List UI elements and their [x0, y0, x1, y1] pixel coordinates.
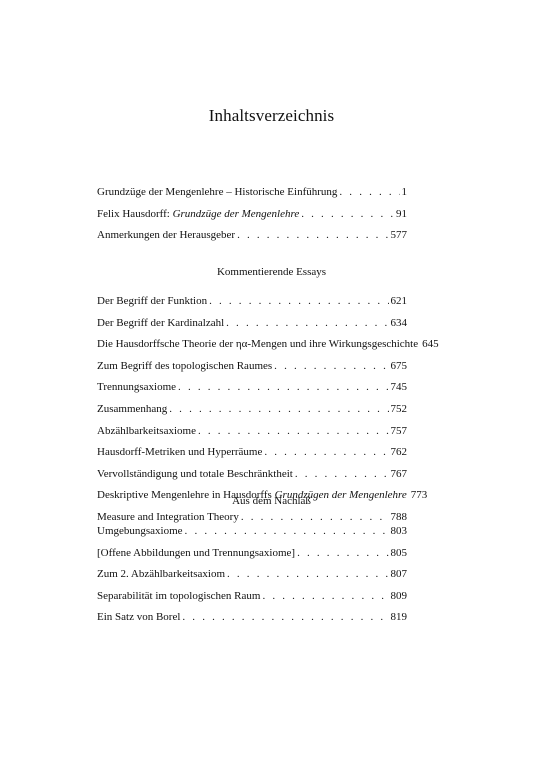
toc-entry [97, 186, 407, 208]
dot-leader [227, 568, 389, 580]
toc-entry-title-prefix: Deskriptive Mengenlehre in Hausdorffs [97, 489, 275, 502]
toc-entry-title-text: Abzählbarkeitsaxiome [97, 424, 196, 437]
toc-entry [97, 403, 407, 425]
dot-leader [185, 525, 389, 537]
toc-entry [97, 338, 439, 360]
toc-entry-title [97, 611, 180, 623]
toc-entry-title-text: Zum 2. Abzählbarkeitsaxiom [97, 568, 225, 581]
toc-entry-title-text: Hausdorff-Metriken und Hyperräume [97, 446, 263, 459]
toc-entry [97, 525, 407, 547]
toc-entry-title [97, 381, 176, 393]
toc-entry-title [97, 208, 299, 220]
dot-leader [241, 511, 389, 523]
toc-entry-title-italic: Grundzügen der Mengenlehre [274, 489, 407, 502]
toc-entry [97, 446, 407, 468]
dot-leader [226, 317, 388, 329]
toc-entry-page: 809 [390, 589, 407, 602]
toc-entry-title-text: Zum Begriff des topologischen Raumes [97, 359, 273, 372]
toc-entry-title-text: Umgebungsaxiome [97, 525, 183, 537]
toc-entry-page: 762 [390, 446, 407, 459]
dot-leader [339, 186, 399, 198]
dot-leader [237, 229, 388, 241]
toc-entry-page: 752 [390, 402, 407, 415]
toc-entry-title-text: Trennungsaxiome [97, 381, 177, 394]
toc-entry-title [97, 229, 235, 241]
dot-leader [297, 547, 388, 559]
toc-entry-title [97, 295, 207, 307]
toc-entry [97, 568, 407, 590]
toc-entry-title [97, 525, 183, 537]
section-heading-essays: Kommentierende Essays [216, 266, 327, 278]
toc-entry [97, 317, 407, 339]
toc-entry [97, 590, 407, 612]
toc-entry [97, 229, 407, 251]
page-title: Inhaltsverzeichnis [208, 106, 335, 125]
toc-entry-title-text: Anmerkungen der Herausgeber [97, 229, 236, 242]
toc-entry-title-text: Vervollständigung und totale Beschränktheit [97, 467, 293, 480]
dot-leader [262, 590, 388, 602]
dot-leader [169, 403, 388, 415]
dot-leader [264, 446, 388, 458]
toc-entry-title [97, 425, 196, 437]
toc-entry [97, 208, 407, 230]
toc-entry-page: 91 [396, 207, 407, 220]
toc-entry-title [97, 446, 262, 458]
dot-leader [295, 468, 389, 480]
toc-entry-title-text: Grundzüge der Mengenlehre – Historische Einführung [97, 186, 338, 198]
dot-leader [209, 295, 388, 307]
toc-entry-title-text: Die Hausdorffsche Theorie der ηα-Mengen und ihre Wirkungsgeschichte [97, 338, 419, 351]
toc-entry-page: 805 [390, 546, 407, 559]
toc-entry-page: 1 [401, 186, 407, 198]
toc-entry-title-prefix: Felix Hausdorff: [97, 207, 173, 220]
toc-entry-page: 645 [422, 338, 439, 351]
toc-entry-page: 773 [410, 489, 428, 502]
toc-entry-title-text: Separabilität im topologischen Raum [97, 589, 261, 602]
toc-entry-title-text: Zusammenhang [97, 402, 168, 415]
toc-entry-title [97, 511, 239, 523]
toc-entry-title [97, 403, 167, 415]
dot-leader [198, 425, 389, 437]
section-heading-nachlass: Aus dem Nachlaß [232, 495, 311, 507]
toc-entry-title-text: Measure and Integration Theory [97, 510, 239, 523]
dot-leader [182, 611, 388, 623]
toc-entry [97, 425, 407, 447]
toc-entry-title [97, 468, 293, 480]
toc-entry-title-text: Der Begriff der Funktion [97, 295, 208, 307]
toc-nachlass-list [97, 525, 407, 633]
toc-entry-title-text: [Offene Abbildungen und Trennungsaxiome] [97, 546, 296, 559]
toc-entry-page: 675 [390, 359, 407, 372]
dot-leader [274, 360, 388, 372]
toc-entry-page: 634 [390, 316, 407, 329]
toc-entry-title [97, 360, 272, 372]
toc-entry-title [97, 547, 295, 559]
toc-entry [97, 295, 407, 317]
toc-entry [97, 360, 407, 382]
toc-entry-page: 807 [390, 568, 407, 581]
toc-entry-title-text: Ein Satz von Borel [97, 611, 181, 624]
dot-leader [301, 208, 394, 220]
toc-entry-title-text: Der Begriff der Kardinalzahl [97, 316, 225, 329]
toc-entry-page: 788 [390, 510, 407, 523]
toc-entry [97, 381, 407, 403]
toc-entry-title-italic: Grundzüge der Mengenlehre [172, 207, 300, 220]
toc-entry-page: 621 [390, 295, 407, 307]
toc-front-list [97, 186, 407, 251]
toc-entry [97, 468, 407, 490]
dot-leader [178, 381, 388, 393]
toc-entry-title [97, 317, 224, 329]
toc-entry-title [97, 186, 337, 198]
toc-entry-page: 745 [390, 381, 407, 394]
toc-entry-page: 757 [390, 424, 407, 437]
toc-entry [97, 611, 407, 633]
toc-entry-page: 767 [390, 467, 407, 480]
toc-entry-page: 803 [390, 525, 407, 537]
toc-entry-title [97, 338, 418, 350]
toc-entry-title [97, 568, 225, 580]
toc-entry-page: 819 [390, 611, 407, 624]
toc-entry-title [97, 590, 260, 602]
toc-entry [97, 547, 407, 569]
toc-entry-page: 577 [390, 229, 407, 242]
